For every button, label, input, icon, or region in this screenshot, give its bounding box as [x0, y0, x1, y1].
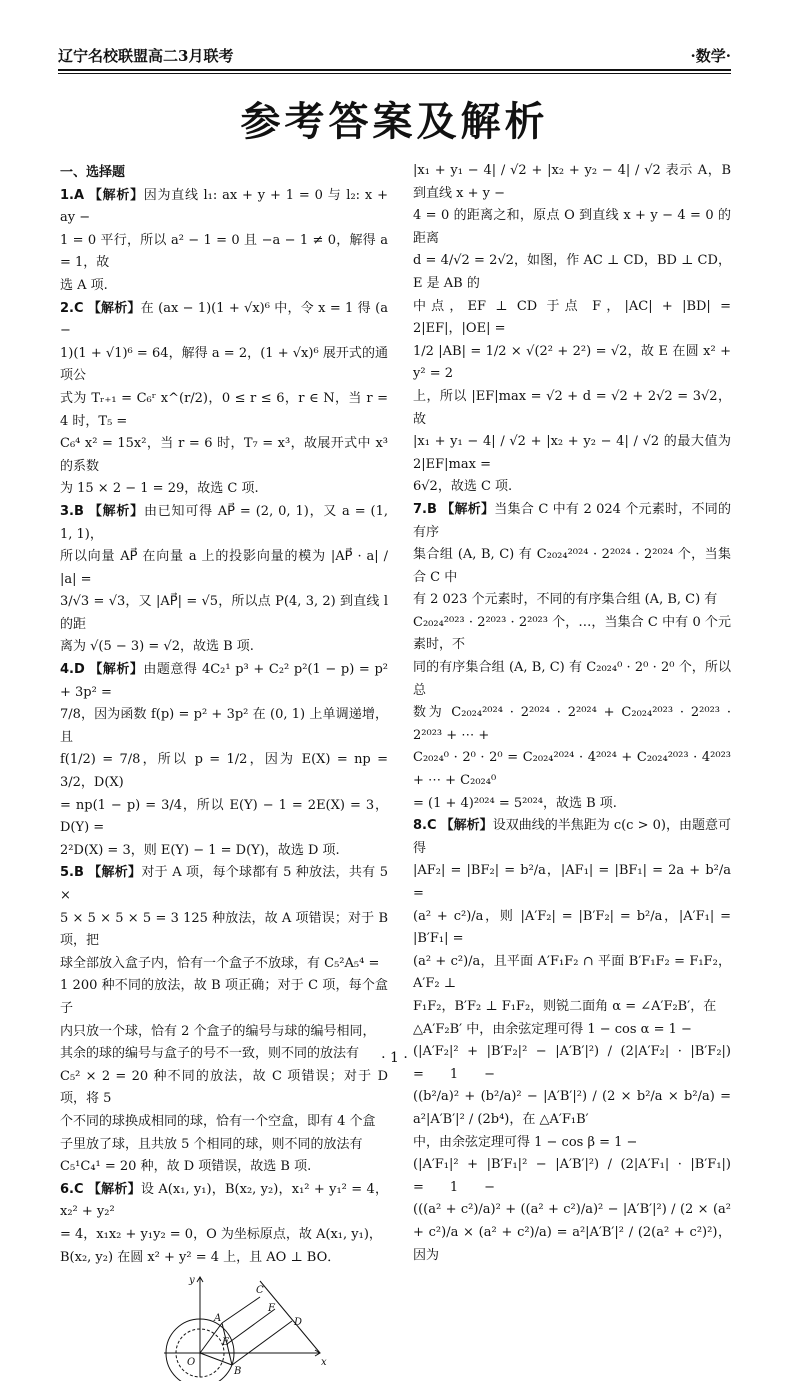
analysis-tag: 【解析】 [87, 300, 141, 316]
solution-line: 选 A 项. [60, 277, 108, 293]
answer-label: 2.C [60, 300, 84, 316]
item-6-continuation [413, 160, 731, 499]
label-x: x [321, 1357, 327, 1369]
header-rule-thick [58, 69, 731, 71]
solution-line: = 4，x₁x₂ + y₁y₂ = 0，O 为坐标原点，故 A(x₁, y₁)， [60, 1226, 382, 1242]
solution-line [60, 862, 388, 907]
solution-line: 集合组 (A, B, C) 有 C₂₀₂₄²⁰²⁴ · 2²⁰²⁴ · 2²⁰²⁴ 个，当集合 C 中 [413, 547, 731, 585]
solution-line: (|A′F₁|² + |B′F₁|² − |A′B′|²) / (2|A′F₁| · |B′F₁|) = 1 − [413, 1157, 758, 1195]
page-number: · 1 · [381, 1050, 408, 1066]
solution-line [413, 499, 731, 544]
solution-line: 内只放一个球，恰有 2 个盒子的编号与球的编号相同， [60, 1023, 376, 1039]
solution-line [60, 659, 388, 704]
analysis-tag: 【解析】 [441, 501, 495, 517]
solution-line: 7/8，因为函数 f(p) = p² + 3p² 在 (0, 1) 上单调递增，且 [60, 707, 388, 745]
solution-line: 6√2，故选 C 项. [413, 479, 513, 495]
label-e: E [222, 1337, 230, 1349]
solution-line: (a² + c²)/a，且平面 A′F₁F₂ ∩ 平面 B′F₁F₂ = F₁F₂，A′F₂ ⊥ [413, 953, 731, 992]
header-right: ·数学· [690, 47, 731, 65]
left-column [60, 162, 388, 1381]
solution-line: 上，所以 |EF|max = √2 + d = √2 + 2√2 = 3√2，故 [413, 388, 731, 427]
solution-line: 3/√3 = √3，又 |AP⃗| = √5，所以点 P(4, 3, 2) 到直线 l 的距 [60, 594, 388, 632]
page-title: 参考答案及解析 [240, 99, 549, 145]
label-o: O [187, 1357, 196, 1369]
solution-line: 5 × 5 × 5 × 5 = 3 125 种放法，故 A 项错误；对于 B 项，把 [60, 910, 388, 949]
answer-label: 6.C [60, 1181, 84, 1197]
label-d: D [294, 1317, 303, 1329]
solution-line: 数为 C₂₀₂₄²⁰²⁴ · 2²⁰²⁴ · 2²⁰²⁴ + C₂₀₂₄²⁰²³ · 2²⁰²³ · 2²⁰²³ + ⋯ + [413, 705, 731, 743]
solution-line [60, 501, 388, 546]
solution-line: 1/2 |AB| = 1/2 × √(2² + 2²) = √2，故 E 在圆 x² + y² = 2 [413, 343, 731, 382]
solution-line: 1 200 种不同的放法，故 B 项正确；对于 C 项，每个盒子 [60, 978, 388, 1016]
line-text: 由已知可得 AP⃗ = (2, 0, 1)，又 a = (1, 1, 1)， [60, 503, 388, 542]
solution-line: B(x₂, y₂) 在圆 x² + y² = 4 上，且 AO ⊥ BO． [60, 1249, 341, 1265]
line-text: 对于 A 项，每个球都有 5 种放法，共有 5 × [60, 865, 388, 903]
analysis-tag: 【解析】 [88, 865, 142, 881]
solution-line: △A′F₂B′ 中，由余弦定理可得 1 − cos α = 1 − [413, 1021, 692, 1037]
solution-line: |AF₂| = |BF₂| = b²/a，|AF₁| = |BF₁| = 2a + b²/a = [413, 863, 731, 901]
analysis-tag: 【解析】 [89, 662, 144, 678]
solution-line: C₅¹C₄¹ = 20 种，故 D 项错误，故选 B 项. [60, 1159, 312, 1175]
line-text: 在 (ax − 1)(1 + √x)⁶ 中，令 x = 1 得 (a − [60, 300, 388, 339]
label-a: A [214, 1313, 222, 1325]
solution-line: 子里放了球，且共放 5 个相同的球，则不同的放法有 [60, 1136, 363, 1152]
label-y: y [189, 1275, 195, 1287]
solution-line: 其余的球的编号与盒子的号不一致，则不同的放法有 [60, 1046, 360, 1062]
solution-line [60, 185, 388, 230]
solution-item [60, 862, 388, 1178]
solution-line: 1)(1 + √1)⁶ = 64，解得 a = 2，(1 + √x)⁶ 展开式的通项公 [60, 345, 388, 384]
solution-line [413, 815, 731, 860]
analysis-tag: 【解析】 [87, 1181, 141, 1197]
answer-label: 1.A [60, 187, 85, 203]
line-text: 设 A(x₁, y₁)，B(x₂, y₂)，x₁² + y₁² = 4，x₂² + y₂² [60, 1181, 388, 1220]
solution-line: C₂₀₂₄⁰ · 2⁰ · 2⁰ = C₂₀₂₄²⁰²⁴ · 4²⁰²⁴ + C₂₀₂₄²⁰²³ · 4²⁰²³ + ⋯ + C₂₀₂₄⁰ [413, 750, 731, 789]
line-text: 设双曲线的半焦距为 c(c > 0)，由题意可得 [413, 818, 731, 856]
solution-line: C₅² × 2 = 20 种不同的放法，故 C 项错误；对于 D 项，将 5 [60, 1068, 388, 1107]
solution-item [60, 659, 388, 862]
answer-label: 5.B [60, 865, 84, 881]
page-header [58, 42, 731, 66]
solution-line [60, 298, 388, 343]
solution-item [60, 298, 388, 501]
solution-item [413, 499, 731, 815]
label-c: C [256, 1285, 264, 1297]
solution-line: F₁F₂，B′F₂ ⊥ F₁F₂，则锐二面角 α = ∠A′F₂B′，在 [413, 998, 717, 1014]
solution-item [60, 501, 388, 659]
solution-line: (((a² + c²)/a)² + ((a² + c²)/a)² − |A′B′|²) / (2 × (a² + c²)/a × (a² + c²)/a) = a²|A′B′|² / (2(a² + c²)²)，因为 [413, 1202, 731, 1263]
solution-line: 球全部放入盒子内，恰有一个盒子不放球，有 C₅²A₅⁴ = [60, 955, 380, 971]
solution-line: C₂₀₂₄²⁰²³ · 2²⁰²³ · 2²⁰²³ 个，…，当集合 C 中有 0 个元素时，不 [413, 614, 731, 653]
section-heading: 一、选择题 [60, 165, 126, 180]
line-text: 因为直线 l₁: ax + y + 1 = 0 与 l₂: x + ay − [60, 187, 388, 226]
header-left: 辽宁名校联盟高二3月联考 [58, 47, 234, 65]
solution-line: (a² + c²)/a，则 |A′F₂| = |B′F₂| = b²/a，|A′F₁| = |B′F₁| = [413, 908, 731, 947]
right-column [413, 160, 758, 1267]
geometry-figure [160, 1273, 330, 1381]
solution-item [413, 815, 758, 1267]
solution-line: = np(1 − p) = 3/4，所以 E(Y) − 1 = 2E(X) = 3，D(Y) = [60, 797, 388, 836]
solution-line [60, 1179, 388, 1224]
solution-line: f(1/2) = 7/8，所以 p = 1/2，因为 E(X) = np = 3/2，D(X) [60, 752, 388, 791]
line-text: 由题意得 4C₂¹ p³ + C₂² p²(1 − p) = p² + 3p² = [60, 662, 388, 700]
answer-label: 8.C [413, 818, 437, 834]
header-rule-thin [58, 73, 731, 74]
solution-line: 式为 Tᵣ₊₁ = C₆ʳ x^(r/2)，0 ≤ r ≤ 6，r ∈ N，当 r = 4 时，T₅ = [60, 390, 388, 429]
label-b: B [234, 1366, 242, 1378]
solution-line: ((b²/a)² + (b²/a)² − |A′B′|²) / (2 × b²/a × b²/a) = a²|A′B′|² / (2b⁴)，在 △A′F₁B′ [413, 1089, 731, 1127]
analysis-tag: 【解析】 [88, 187, 144, 203]
right-items [413, 499, 758, 1267]
solution-line: 4 = 0 的距离之和，原点 O 到直线 x + y − 4 = 0 的距离 [413, 208, 731, 246]
solution-line: (|A′F₂|² + |B′F₂|² − |A′B′|²) / (2|A′F₂| · |B′F₂|) = 1 − [413, 1044, 758, 1082]
solution-line: |x₁ + y₁ − 4| / √2 + |x₂ + y₂ − 4| / √2 的最大值为 2|EF|max = [413, 434, 731, 472]
solution-line: 1 = 0 平行，所以 a² − 1 = 0 且 −a − 1 ≠ 0，解得 a = 1，故 [60, 232, 388, 271]
solution-line: 同的有序集合组 (A, B, C) 有 C₂₀₂₄⁰ · 2⁰ · 2⁰ 个，所以总 [413, 660, 731, 698]
solution-line: = (1 + 4)²⁰²⁴ = 5²⁰²⁴，故选 B 项. [413, 795, 617, 811]
solution-line: 中，由余弦定理可得 1 − cos β = 1 − [413, 1134, 638, 1150]
solution-line: 为 15 × 2 − 1 = 29，故选 C 项. [60, 481, 259, 497]
line-text: 当集合 C 中有 2 024 个元素时，不同的有序 [413, 501, 731, 540]
answer-label: 4.D [60, 662, 85, 678]
left-items [60, 185, 388, 1270]
solution-line: 个不同的球换成相同的球，恰有一个空盒，即有 4 个盒 [60, 1113, 376, 1129]
label-f: F [268, 1303, 275, 1315]
solution-line: 2²D(X) = 3，则 E(Y) − 1 = D(Y)，故选 D 项. [60, 842, 340, 858]
analysis-tag: 【解析】 [440, 818, 493, 834]
solution-item [60, 185, 388, 298]
solution-line: 有 2 023 个元素时，不同的有序集合组 (A, B, C) 有 [413, 592, 718, 608]
answer-label: 7.B [413, 501, 437, 517]
answer-label: 3.B [60, 503, 84, 519]
solution-line: 中点，EF ⊥ CD 于点 F，|AC| + |BD| = 2|EF|，|OE| = [413, 298, 731, 337]
solution-line: C₆⁴ x² = 15x²，当 r = 6 时，T₇ = x³，故展开式中 x³ 的系数 [60, 436, 388, 474]
solution-line: d = 4/√2 = 2√2，如图，作 AC ⊥ CD，BD ⊥ CD，E 是 AB 的 [413, 253, 731, 291]
solution-item [60, 1179, 388, 1269]
solution-line: 所以向量 AP⃗ 在向量 a 上的投影向量的模为 |AP⃗ · a| / |a| = [60, 549, 388, 587]
analysis-tag: 【解析】 [88, 503, 144, 519]
solution-line: 离为 √(5 − 3) = √2，故选 B 项. [60, 639, 254, 655]
solution-line: |x₁ + y₁ − 4| / √2 + |x₂ + y₂ − 4| / √2 表示 A，B 到直线 x + y − [413, 163, 731, 201]
